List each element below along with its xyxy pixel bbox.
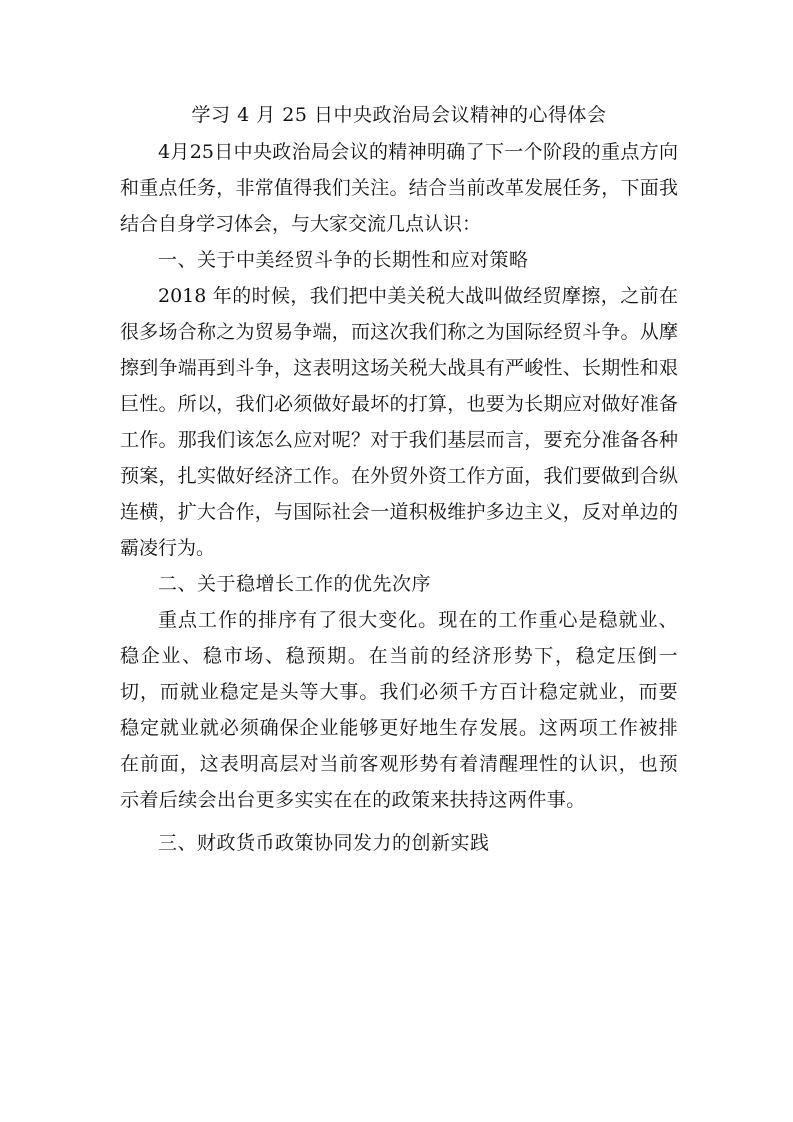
document-page (120, 96, 678, 861)
section-2-heading: 二、关于稳增长工作的优先次序 (158, 573, 432, 595)
section-3-heading: 三、财政货币政策协同发力的创新实践 (158, 832, 490, 854)
section-1-heading: 一、关于中美经贸斗争的长期性和应对策略 (158, 249, 529, 271)
intro-paragraph: 4月25日中央政治局会议的精神明确了下一个阶段的重点方向和重点任务，非常值得我们关注。结合当前改革发展任务，下面我结合自身学习体会，与大家交流几点认识： (120, 141, 678, 235)
section-1-body: 2018 年的时候，我们把中美关税大战叫做经贸摩擦，之前在很多场合称之为贸易争端，而这次我们称之为国际经贸斗争。从摩擦到争端再到斗争，这表明这场关税大战具有严峻性、长期性和艰巨性。所以，我们必须做好最坏的打算，也要为长期应对做好准备工作。那我们该怎么应对呢？对于我们基层而言，要充分准备各种预案，扎实做好经济工作。在外贸外资工作方面，我们要做到合纵连横，扩大合作，与国际社会一道积极维护多边主义，反对单边的霸凌行为。 (120, 285, 678, 559)
document-title: 学习 4 月 25 日中央政治局会议精神的心得体会 (191, 104, 607, 126)
section-2-body: 重点工作的排序有了很大变化。现在的工作重心是稳就业、稳企业、稳市场、稳预期。在当前的经济形势下，稳定压倒一切，而就业稳定是头等大事。我们必须千方百计稳定就业，而要稳定就业就必须确保企业能够更好地生存发展。这两项工作被排在前面，这表明高层对当前客观形势有着清醒理性的认识，也预示着后续会出台更多实实在在的政策来扶持这两件事。 (120, 609, 678, 811)
